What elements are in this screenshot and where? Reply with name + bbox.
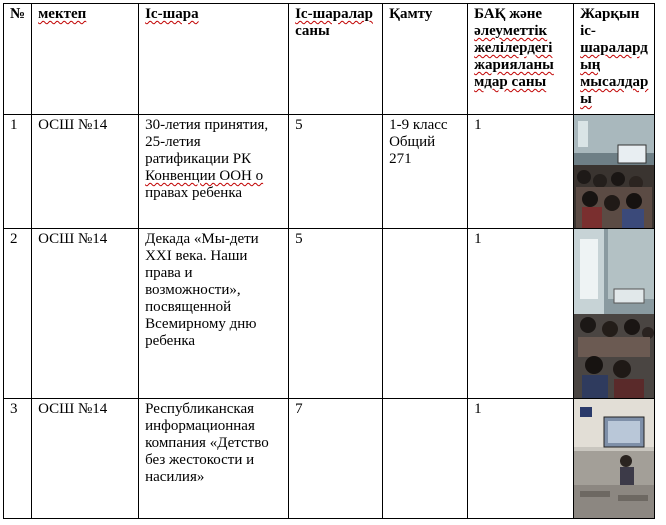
classroom-presentation-photo — [574, 115, 654, 228]
header-num: № — [4, 4, 32, 115]
row-photo-cell — [574, 229, 655, 399]
row-coverage — [383, 229, 468, 399]
row-event: Республиканская информационная компания «Детство без жестокости и насилия» — [139, 399, 289, 519]
row-coverage — [383, 399, 468, 519]
events-table — [3, 3, 655, 519]
row-count: 7 — [289, 399, 383, 519]
row-num: 3 — [4, 399, 32, 519]
row-event: Декада «Мы-дети XXI века. Наши права и возможности», посвященной Всемирному дню ребенка — [139, 229, 289, 399]
table-row — [4, 229, 655, 399]
row-count: 5 — [289, 115, 383, 229]
row-media: 1 — [468, 399, 574, 519]
row-num: 2 — [4, 229, 32, 399]
row-school: ОСШ №14 — [32, 229, 139, 399]
header-row — [4, 4, 655, 115]
classroom-students-photo — [574, 229, 654, 398]
header-event: Іс-шара — [139, 4, 289, 115]
classroom-screen-photo — [574, 399, 654, 518]
row-photo-cell — [574, 115, 655, 229]
header-examples: Жарқын іс- шаралард ың мысалдар ы — [574, 4, 655, 115]
row-count: 5 — [289, 229, 383, 399]
row-media: 1 — [468, 115, 574, 229]
header-coverage: Қамту — [383, 4, 468, 115]
header-school: мектеп — [32, 4, 139, 115]
row-media: 1 — [468, 229, 574, 399]
row-school: ОСШ №14 — [32, 399, 139, 519]
table-row — [4, 399, 655, 519]
header-count: Іс-шаралар саны — [289, 4, 383, 115]
row-event: 30-летия принятия, 25-летия ратификации РК Конвенции ООН о правах ребенка — [139, 115, 289, 229]
row-coverage: 1-9 класс Общий 271 — [383, 115, 468, 229]
header-media: БАҚ және әлеуметтік желілердегі жарияланы мдар саны — [468, 4, 574, 115]
row-photo-cell — [574, 399, 655, 519]
table-row — [4, 115, 655, 229]
row-num: 1 — [4, 115, 32, 229]
row-school: ОСШ №14 — [32, 115, 139, 229]
